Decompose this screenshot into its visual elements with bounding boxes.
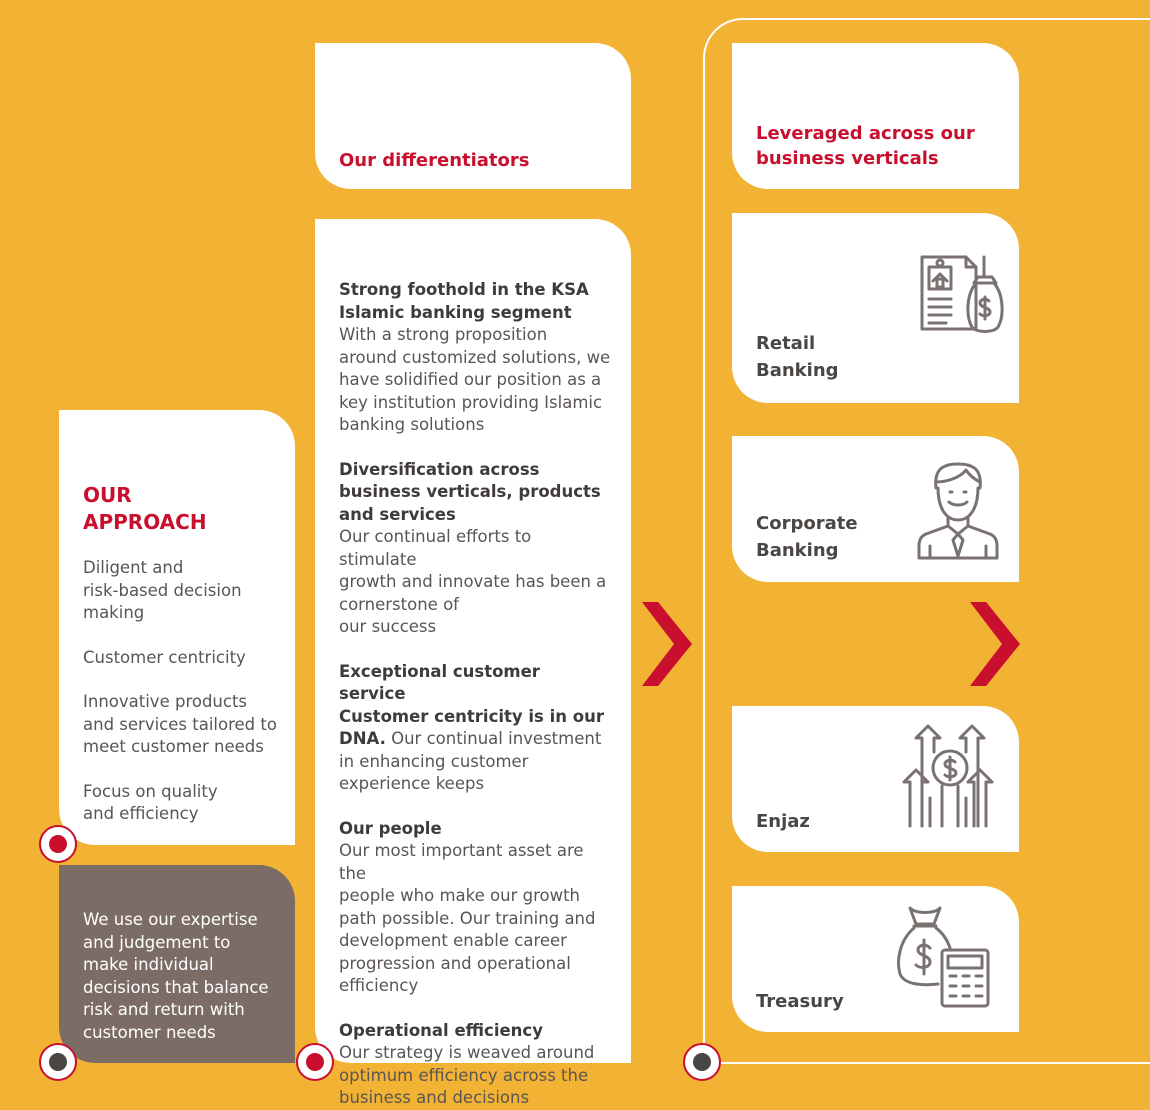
approach-summary-card bbox=[59, 865, 295, 1063]
money-bag-calculator-icon bbox=[894, 904, 992, 1010]
approach-item: Customer centricity bbox=[83, 647, 246, 667]
differentiator-body: With a strong proposition around customized solutions, we have solidified our position as a key institution providing Islamic banking solutions bbox=[339, 325, 611, 434]
approach-card bbox=[59, 410, 295, 845]
differentiator-item bbox=[339, 459, 611, 639]
timeline-dot-red bbox=[39, 825, 77, 863]
vertical-label: Enjaz bbox=[756, 811, 810, 832]
vertical-card-retail bbox=[732, 213, 1019, 403]
verticals-frame-bottom bbox=[703, 1062, 1150, 1064]
approach-summary-text: We use our expertise and judgement to make individual decisions that balance risk and return with customer needs bbox=[83, 910, 269, 1042]
vertical-card-corporate bbox=[732, 436, 1019, 582]
mortgage-document-money-bag-icon bbox=[916, 253, 1004, 341]
vertical-label: Retail Banking bbox=[756, 333, 839, 381]
vertical-card-enjaz bbox=[732, 706, 1019, 852]
timeline-dot-grey bbox=[683, 1043, 721, 1081]
differentiator-item bbox=[339, 818, 611, 998]
timeline-dot-grey bbox=[39, 1043, 77, 1081]
businessman-icon bbox=[916, 460, 1000, 562]
verticals-header-card bbox=[732, 43, 1019, 189]
differentiator-heading: Exceptional customer service Customer centricity is in our DNA. bbox=[339, 661, 604, 748]
differentiator-heading: Operational efficiency bbox=[339, 1020, 543, 1040]
differentiator-body: Our strategy is weaved around optimum efficiency across the business and decisions bbox=[339, 1043, 595, 1107]
growth-arrows-coin-icon bbox=[902, 722, 998, 830]
differentiators-header-card bbox=[315, 43, 631, 189]
differentiator-item bbox=[339, 1020, 611, 1110]
differentiator-heading: Diversification across business verticals, products and services bbox=[339, 459, 601, 524]
vertical-card-treasury bbox=[732, 886, 1019, 1032]
approach-item: Innovative products and services tailored to meet customer needs bbox=[83, 692, 277, 756]
chevron-right-icon bbox=[640, 602, 692, 686]
vertical-label: Treasury bbox=[756, 991, 844, 1012]
differentiator-heading: Our people bbox=[339, 818, 442, 838]
differentiators-list bbox=[339, 279, 611, 1110]
differentiator-item bbox=[339, 279, 611, 437]
chevron-right-icon bbox=[968, 602, 1020, 686]
approach-item: Diligent and risk-based decision making bbox=[83, 558, 242, 622]
approach-title-line2: APPROACH bbox=[83, 510, 207, 534]
approach-title bbox=[83, 482, 207, 536]
differentiator-body: Our most important asset are the people who make our growth path possible. Our training and development enable career progression and operational efficiency bbox=[339, 841, 596, 995]
timeline-dot-red bbox=[296, 1043, 334, 1081]
differentiators-card bbox=[315, 219, 631, 1107]
approach-list bbox=[83, 557, 283, 848]
approach-title-line1: OUR bbox=[83, 483, 132, 507]
approach-item: Focus on quality and efficiency bbox=[83, 781, 218, 823]
differentiator-item bbox=[339, 661, 611, 796]
verticals-title: Leveraged across our business verticals bbox=[756, 123, 975, 169]
differentiators-title: Our differentiators bbox=[339, 150, 530, 171]
differentiator-heading: Strong foothold in the KSA Islamic banking segment bbox=[339, 280, 589, 322]
differentiator-body: Our continual investment in enhancing customer experience keeps bbox=[339, 729, 602, 793]
differentiator-body: Our continual efforts to stimulate growth and innovate has been a cornerstone of our success bbox=[339, 527, 607, 636]
vertical-label: Corporate Banking bbox=[756, 513, 858, 561]
